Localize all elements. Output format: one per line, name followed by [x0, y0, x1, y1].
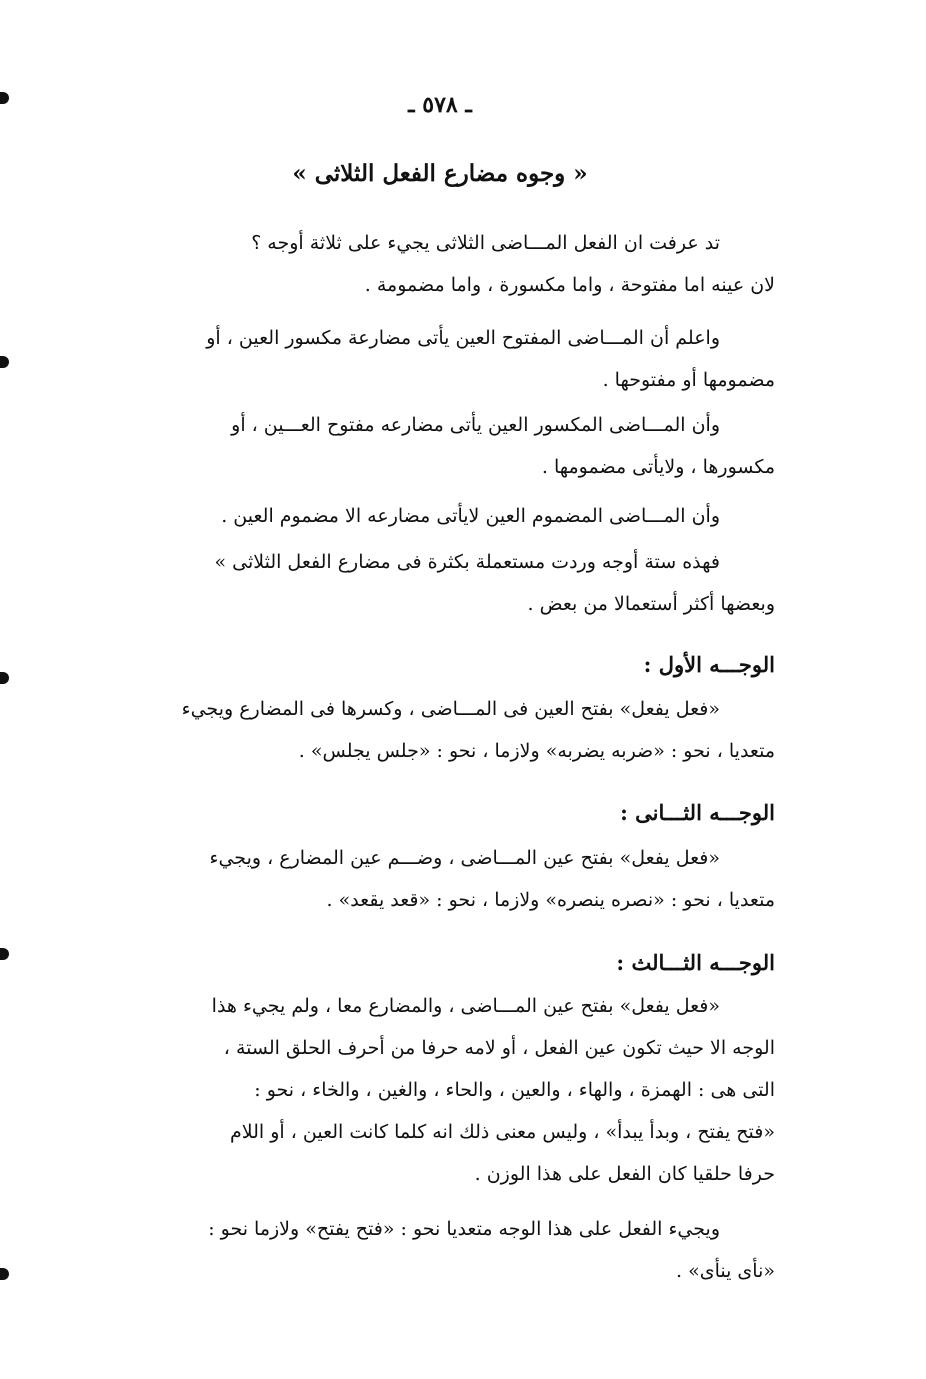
paragraph-line: وأن المـــاضى المضموم العين لايأتى مضارعه الا مضموم العين .	[221, 505, 720, 527]
paragraph-line: مضمومها أو مفتوحها .	[602, 369, 775, 391]
paragraph-line: «فعل يفعل» بفتح العين فى المـــاضى ، وكسرها فى المضارع ويجيء	[181, 698, 720, 720]
paragraph-line: التى هى : الهمزة ، والهاء ، والعين ، والحاء ، والغين ، والخاء ، نحو :	[254, 1079, 775, 1101]
margin-mark	[0, 672, 9, 684]
paragraph-line: واعلم أن المـــاضى المفتوح العين يأتى مضارعة مكسور العين ، أو	[206, 327, 720, 349]
paragraph-line: لان عينه اما مفتوحة ، واما مكسورة ، واما مضمومة .	[364, 274, 775, 296]
page-number: ـ ٥٧٨ ـ	[408, 92, 472, 118]
section2-paragraph	[100, 837, 775, 921]
chapter-title: « وجوه مضارع الفعل الثلاثى »	[292, 160, 588, 187]
paragraph-line: «فتح يفتح ، وبدأ يبدأ» ، وليس معنى ذلك انه كلما كانت العين ، أو اللام	[230, 1121, 775, 1143]
section1-paragraph	[100, 688, 775, 772]
margin-mark	[0, 1268, 9, 1280]
paragraph-line: تد عرفت ان الفعل المـــاضى الثلاثى يجيء على ثلاثة أوجه ؟	[251, 232, 720, 254]
paragraph-line: «نأى ينأى» .	[676, 1260, 775, 1282]
intro-paragraph	[100, 222, 775, 306]
paragraph-line: «فعل يفعل» بفتح عين المـــاضى ، وضـــم عين المضارع ، ويجيء	[209, 847, 720, 869]
margin-mark	[0, 356, 9, 368]
section3-paragraph	[100, 985, 775, 1195]
summary-paragraph	[100, 541, 775, 625]
section-heading: الوجـــه الثـــانى :	[620, 800, 775, 825]
open-ain-paragraph	[100, 317, 775, 401]
paragraph-line: حرفا حلقيا كان الفعل على هذا الوزن .	[474, 1163, 775, 1185]
paragraph-line: مكسورها ، ولايأتى مضمومها .	[541, 456, 775, 478]
paragraph-line: الوجه الا حيث تكون عين الفعل ، أو لامه حرفا من أحرف الحلق الستة ،	[223, 1037, 775, 1059]
paragraph-line: وأن المـــاضى المكسور العين يأتى مضارعه مفتوح العـــين ، أو	[231, 414, 720, 436]
paragraph-line: ويجيء الفعل على هذا الوجه متعديا نحو : «فتح يفتح» ولازما نحو :	[208, 1218, 720, 1240]
paragraph-line: «فعل يفعل» بفتح عين المـــاضى ، والمضارع معا ، ولم يجيء هذا	[211, 995, 720, 1017]
margin-mark	[0, 948, 9, 960]
kasr-ain-paragraph	[100, 404, 775, 488]
paragraph-line: متعديا ، نحو : «ضربه يضربه» ولازما ، نحو : «جلس يجلس» .	[298, 740, 775, 762]
paragraph-line: متعديا ، نحو : «نصره ينصره» ولازما ، نحو : «قعد يقعد» .	[326, 889, 775, 911]
section-heading: الوجـــه الثـــالث :	[616, 950, 775, 975]
paragraph-line: فهذه ستة أوجه وردت مستعملة بكثرة فى مضارع الفعل الثلاثى »	[214, 551, 720, 573]
damm-ain-paragraph	[100, 495, 775, 537]
section-heading: الوجـــه الأول :	[643, 652, 775, 677]
final-paragraph	[100, 1208, 775, 1292]
paragraph-line: وبعضها أكثر أستعمالا من بعض .	[527, 593, 775, 615]
